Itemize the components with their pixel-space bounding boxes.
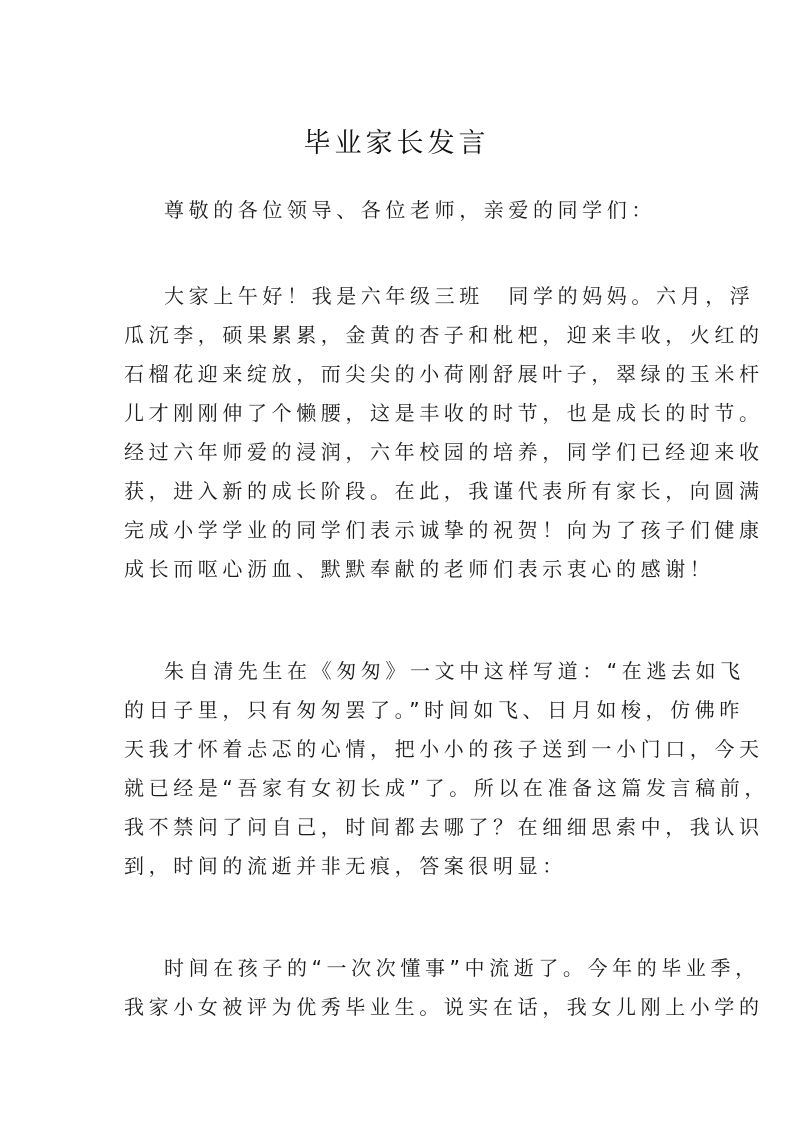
paragraph-line: 到，时间的流逝并非无痕，答案很明显： bbox=[124, 854, 567, 878]
document-title: 毕业家长发言 bbox=[303, 128, 490, 159]
paragraph-line: 天我才怀着忐忑的心情，把小小的孩子送到一小门口，今天 bbox=[124, 737, 764, 761]
paragraph-line: 就已经是“吾家有女初长成”了。所以在准备这篇发言稿前， bbox=[124, 776, 769, 800]
paragraph-line: 我家小女被评为优秀毕业生。说实在话，我女儿刚上小学的 bbox=[124, 995, 764, 1019]
salutation: 尊敬的各位领导、各位老师，亲爱的同学们： bbox=[164, 198, 656, 222]
paragraph-line: 瓜沉李，硕果累累，金黄的杏子和枇杷，迎来丰收，火红的 bbox=[124, 323, 764, 347]
paragraph-line: 我不禁问了问自己，时间都去哪了？在细细思索中，我认识 bbox=[124, 815, 764, 839]
paragraph-line: 石榴花迎来绽放，而尖尖的小荷刚舒展叶子，翠绿的玉米杆 bbox=[124, 362, 764, 386]
paragraph-line: 时间在孩子的“一次次懂事”中流逝了。今年的毕业季， bbox=[164, 956, 760, 980]
paragraph-line: 完成小学学业的同学们表示诚挚的祝贺！向为了孩子们健康 bbox=[124, 518, 764, 542]
paragraph-line: 成长而呕心沥血、默默奉献的老师们表示衷心的感谢！ bbox=[124, 557, 715, 581]
paragraph-line: 朱自清先生在《匆匆》一文中这样写道：“在逃去如飞 bbox=[164, 659, 745, 683]
paragraph-line: 的日子里，只有匆匆罢了。”时间如飞、日月如梭，仿佛昨 bbox=[124, 698, 744, 722]
paragraph-line: 经过六年师爱的浸润，六年校园的培养，同学们已经迎来收 bbox=[124, 440, 764, 464]
paragraph-line: 大家上午好！我是六年级三班 同学的妈妈。六月，浮 bbox=[164, 284, 755, 308]
paragraph-line: 儿才刚刚伸了个懒腰，这是丰收的时节，也是成长的时节。 bbox=[124, 401, 764, 425]
paragraph-line: 获，进入新的成长阶段。在此，我谨代表所有家长，向圆满 bbox=[124, 479, 764, 503]
